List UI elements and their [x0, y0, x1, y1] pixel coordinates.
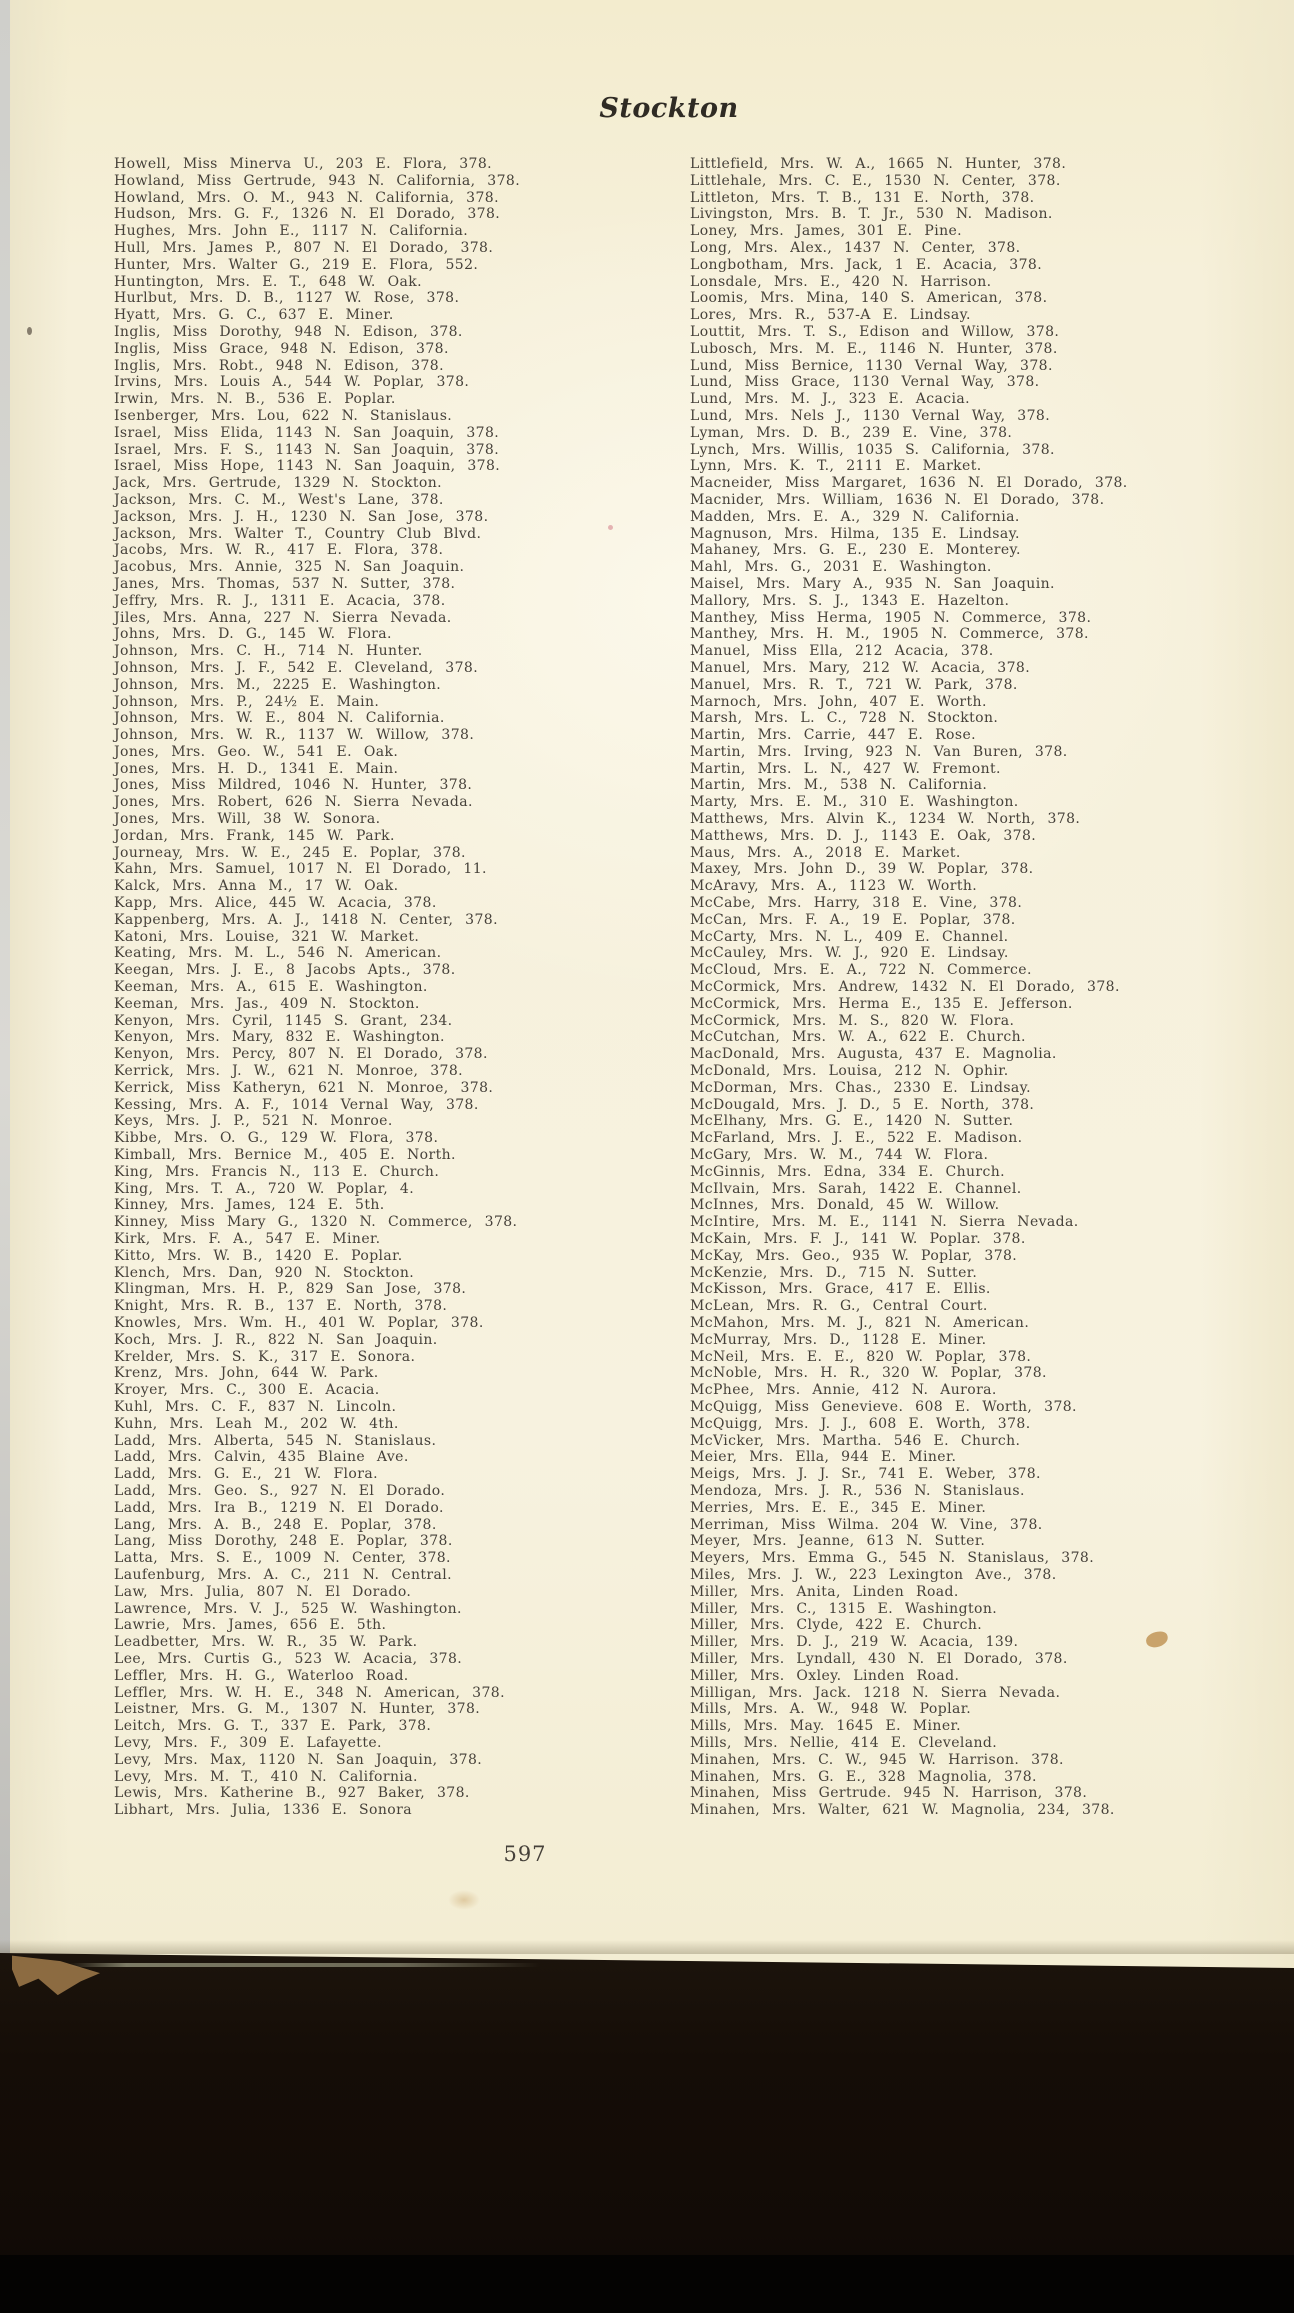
page-edge-fray [12, 1951, 100, 1997]
directory-entry: Manthey, Miss Herma, 1905 N. Commerce, 378. [690, 609, 1092, 626]
directory-entry: Keegan, Mrs. J. E., 8 Jacobs Apts., 378. [114, 962, 456, 979]
directory-entry: Miles, Mrs. J. W., 223 Lexington Ave., 378. [690, 1566, 1057, 1583]
directory-entry: McKay, Mrs. Geo., 935 W. Poplar, 378. [690, 1247, 1018, 1264]
directory-entry: Leffler, Mrs. W. H. E., 348 N. American, 378. [114, 1684, 505, 1701]
directory-entry: McGary, Mrs. W. M., 744 W. Flora. [690, 1147, 989, 1164]
directory-entry: Journeay, Mrs. W. E., 245 E. Poplar, 378. [114, 844, 466, 861]
directory-entry: Lund, Mrs. M. J., 323 E. Acacia. [690, 391, 970, 408]
directory-entry: Israel, Miss Elida, 1143 N. San Joaquin, 378. [114, 424, 500, 441]
directory-entry: McNeil, Mrs. E. E., 820 W. Poplar, 378. [690, 1348, 1032, 1365]
directory-entry: Ladd, Mrs. Geo. S., 927 N. El Dorado. [114, 1482, 446, 1499]
directory-entry: McDorman, Mrs. Chas., 2330 E. Lindsay. [690, 1079, 1031, 1096]
directory-entry: Louttit, Mrs. T. S., Edison and Willow, 378. [690, 323, 1060, 340]
directory-entry: Jones, Mrs. Will, 38 W. Sonora. [114, 811, 381, 828]
ink-speck [608, 525, 613, 530]
directory-entry: Lewis, Mrs. Katherine B., 927 Baker, 378. [114, 1785, 470, 1802]
directory-entry: Mahaney, Mrs. G. E., 230 E. Monterey. [690, 542, 1021, 559]
page-edge-highlight [70, 1963, 540, 1967]
directory-entry: McNoble, Mrs. H. R., 320 W. Poplar, 378. [690, 1365, 1047, 1382]
directory-entry: Kroyer, Mrs. C., 300 E. Acacia. [114, 1382, 380, 1399]
directory-entry: Livingston, Mrs. B. T. Jr., 530 N. Madison. [690, 206, 1053, 223]
scan-black-band [0, 2255, 1294, 2313]
directory-entry: Kessing, Mrs. A. F., 1014 Vernal Way, 378. [114, 1096, 479, 1113]
directory-entry: Johnson, Mrs. J. F., 542 E. Cleveland, 378. [114, 659, 479, 676]
directory-entry: Macneider, Miss Margaret, 1636 N. El Dorado, 378. [690, 475, 1128, 492]
directory-entry: Mills, Mrs. May. 1645 E. Miner. [690, 1718, 961, 1735]
directory-entry: Martin, Mrs. L. N., 427 W. Fremont. [690, 760, 1001, 777]
directory-entry: Kinney, Miss Mary G., 1320 N. Commerce, 378. [114, 1214, 518, 1231]
directory-entry: McKenzie, Mrs. D., 715 N. Sutter. [690, 1264, 978, 1281]
directory-entry: Hyatt, Mrs. G. C., 637 E. Miner. [114, 307, 394, 324]
directory-entry: Martin, Mrs. M., 538 N. California. [690, 777, 988, 794]
directory-entry: Keating, Mrs. M. L., 546 N. American. [114, 945, 442, 962]
directory-entry: Martin, Mrs. Carrie, 447 E. Rose. [690, 727, 976, 744]
directory-entry: McQuigg, Miss Genevieve. 608 E. Worth, 378. [690, 1398, 1077, 1415]
directory-entry: Marty, Mrs. E. M., 310 E. Washington. [690, 794, 1019, 811]
directory-entry: Lores, Mrs. R., 537-A E. Lindsay. [690, 307, 971, 324]
directory-entry: Manuel, Mrs. Mary, 212 W. Acacia, 378. [690, 659, 1031, 676]
paper-smudge [448, 1890, 480, 1910]
directory-entry: Maisel, Mrs. Mary A., 935 N. San Joaquin. [690, 575, 1055, 592]
directory-entry: Lang, Miss Dorothy, 248 E. Poplar, 378. [114, 1533, 453, 1550]
directory-entry: McIlvain, Mrs. Sarah, 1422 E. Channel. [690, 1180, 1022, 1197]
directory-entry: McCormick, Mrs. Herma E., 135 E. Jefferson. [690, 995, 1073, 1012]
directory-entry: Mallory, Mrs. S. J., 1343 E. Hazelton. [690, 592, 1010, 609]
directory-entry: Miller, Mrs. Oxley. Linden Road. [690, 1667, 960, 1684]
directory-entry: Leffler, Mrs. H. G., Waterloo Road. [114, 1667, 409, 1684]
directory-entry: McDonald, Mrs. Louisa, 212 N. Ophir. [690, 1063, 1009, 1080]
directory-entry: Jacobus, Mrs. Annie, 325 N. San Joaquin. [114, 559, 465, 576]
directory-entry: Kenyon, Mrs. Mary, 832 E. Washington. [114, 1029, 445, 1046]
directory-entry: Israel, Mrs. F. S., 1143 N. San Joaquin, 378. [114, 441, 500, 458]
directory-entry: McMurray, Mrs. D., 1128 E. Miner. [690, 1331, 987, 1348]
directory-entry: Miller, Mrs. Clyde, 422 E. Church. [690, 1617, 983, 1634]
directory-entry: Leistner, Mrs. G. M., 1307 N. Hunter, 378. [114, 1701, 481, 1718]
directory-entry: Jacobs, Mrs. W. R., 417 E. Flora, 378. [114, 542, 444, 559]
directory-entry: McMahon, Mrs. M. J., 821 N. American. [690, 1314, 1030, 1331]
directory-entry: Kenyon, Mrs. Percy, 807 N. El Dorado, 378. [114, 1046, 488, 1063]
directory-entry: Koch, Mrs. J. R., 822 N. San Joaquin. [114, 1331, 438, 1348]
directory-entry: McFarland, Mrs. J. E., 522 E. Madison. [690, 1130, 1023, 1147]
directory-entry: Magnuson, Mrs. Hilma, 135 E. Lindsay. [690, 525, 1020, 542]
directory-entry: Johnson, Mrs. C. H., 714 N. Hunter. [114, 643, 423, 660]
directory-entry: Kibbe, Mrs. O. G., 129 W. Flora, 378. [114, 1130, 439, 1147]
directory-entry: Kuhn, Mrs. Leah M., 202 W. 4th. [114, 1415, 399, 1432]
directory-entry: Lund, Miss Grace, 1130 Vernal Way, 378. [690, 374, 1040, 391]
directory-entry: McDougald, Mrs. J. D., 5 E. North, 378. [690, 1096, 1035, 1113]
directory-entry: McCabe, Mrs. Harry, 318 E. Vine, 378. [690, 895, 1023, 912]
directory-entry: King, Mrs. Francis N., 113 E. Church. [114, 1163, 440, 1180]
directory-entry: Jones, Mrs. Robert, 626 N. Sierra Nevada. [114, 794, 473, 811]
directory-entry: Loomis, Mrs. Mina, 140 S. American, 378. [690, 290, 1048, 307]
directory-entry: Manuel, Mrs. R. T., 721 W. Park, 378. [690, 676, 1018, 693]
directory-entry: Minahen, Mrs. Walter, 621 W. Magnolia, 234, 378. [690, 1802, 1115, 1819]
directory-entry: Ladd, Mrs. Calvin, 435 Blaine Ave. [114, 1449, 409, 1466]
directory-entry: McCauley, Mrs. W. J., 920 E. Lindsay. [690, 945, 1009, 962]
directory-entry: Lawrie, Mrs. James, 656 E. 5th. [114, 1617, 387, 1634]
book-cover-area [0, 1950, 1294, 2313]
directory-entry: McIntire, Mrs. M. E., 1141 N. Sierra Nevada. [690, 1214, 1079, 1231]
directory-entry: Kenyon, Mrs. Cyril, 1145 S. Grant, 234. [114, 1012, 453, 1029]
directory-entry: Miller, Mrs. D. J., 219 W. Acacia, 139. [690, 1634, 1019, 1651]
directory-entry: Jones, Mrs. H. D., 1341 E. Main. [114, 760, 399, 777]
directory-entry: Jackson, Mrs. J. H., 1230 N. San Jose, 378. [114, 508, 489, 525]
directory-entry: Macnider, Mrs. William, 1636 N. El Dorado, 378. [690, 491, 1105, 508]
directory-entry: Meyer, Mrs. Jeanne, 613 N. Sutter. [690, 1533, 986, 1550]
directory-entry: Kimball, Mrs. Bernice M., 405 E. North. [114, 1147, 456, 1164]
directory-entry: Israel, Miss Hope, 1143 N. San Joaquin, 378. [114, 458, 501, 475]
directory-column-left [114, 156, 644, 1819]
directory-entry: Keeman, Mrs. A., 615 E. Washington. [114, 979, 428, 996]
directory-entry: Janes, Mrs. Thomas, 537 N. Sutter, 378. [114, 575, 456, 592]
directory-entry: Lynn, Mrs. K. T., 2111 E. Market. [690, 458, 982, 475]
directory-entry: Miller, Mrs. C., 1315 E. Washington. [690, 1600, 998, 1617]
directory-entry: Kapp, Mrs. Alice, 445 W. Acacia, 378. [114, 895, 437, 912]
directory-entry: MacDonald, Mrs. Augusta, 437 E. Magnolia. [690, 1046, 1057, 1063]
directory-entry: Kappenberg, Mrs. A. J., 1418 N. Center, 378. [114, 911, 498, 928]
directory-entry: Matthews, Mrs. Alvin K., 1234 W. North, 378. [690, 811, 1081, 828]
directory-entry: Hughes, Mrs. John E., 1117 N. California. [114, 223, 469, 240]
directory-entry: McCormick, Mrs. M. S., 820 W. Flora. [690, 1012, 1015, 1029]
directory-entry: Inglis, Miss Grace, 948 N. Edison, 378. [114, 340, 449, 357]
directory-entry: Howland, Mrs. O. M., 943 N. California, 378. [114, 189, 499, 206]
directory-entry: Jack, Mrs. Gertrude, 1329 N. Stockton. [114, 475, 442, 492]
directory-entry: McCormick, Mrs. Andrew, 1432 N. El Dorado, 378. [690, 979, 1120, 996]
directory-entry: Huntington, Mrs. E. T., 648 W. Oak. [114, 273, 422, 290]
directory-entry: McPhee, Mrs. Annie, 412 N. Aurora. [690, 1382, 997, 1399]
directory-entry: McVicker, Mrs. Martha. 546 E. Church. [690, 1432, 1021, 1449]
directory-entry: Lee, Mrs. Curtis G., 523 W. Acacia, 378. [114, 1650, 463, 1667]
directory-entry: Klingman, Mrs. H. P., 829 San Jose, 378. [114, 1281, 467, 1298]
directory-entry: Maxey, Mrs. John D., 39 W. Poplar, 378. [690, 861, 1034, 878]
directory-entry: McQuigg, Mrs. J. J., 608 E. Worth, 378. [690, 1415, 1031, 1432]
directory-entry: Jordan, Mrs. Frank, 145 W. Park. [114, 827, 395, 844]
directory-entry: Johnson, Mrs. W. E., 804 N. California. [114, 710, 445, 727]
directory-entry: Jones, Mrs. Geo. W., 541 E. Oak. [114, 743, 399, 760]
directory-entry: Jackson, Mrs. C. M., West's Lane, 378. [114, 491, 444, 508]
directory-entry: Miller, Mrs. Lyndall, 430 N. El Dorado, 378. [690, 1650, 1068, 1667]
directory-entry: Knight, Mrs. R. B., 137 E. North, 378. [114, 1298, 448, 1315]
directory-entry: Lubosch, Mrs. M. E., 1146 N. Hunter, 378. [690, 340, 1058, 357]
directory-entry: Lynch, Mrs. Willis, 1035 S. California, 378. [690, 441, 1055, 458]
directory-entry: Hunter, Mrs. Walter G., 219 E. Flora, 552. [114, 256, 479, 273]
directory-entry: Hurlbut, Mrs. D. B., 1127 W. Rose, 378. [114, 290, 460, 307]
directory-entry: Libhart, Mrs. Julia, 1336 E. Sonora [114, 1802, 412, 1819]
directory-entry: Knowles, Mrs. Wm. H., 401 W. Poplar, 378. [114, 1314, 484, 1331]
directory-entry: Levy, Mrs. M. T., 410 N. California. [114, 1768, 418, 1785]
directory-entry: Longbotham, Mrs. Jack, 1 E. Acacia, 378. [690, 256, 1043, 273]
directory-entry: Manuel, Miss Ella, 212 Acacia, 378. [690, 643, 994, 660]
directory-entry: McKain, Mrs. F. J., 141 W. Poplar. 378. [690, 1231, 1026, 1247]
directory-entry: Jiles, Mrs. Anna, 227 N. Sierra Nevada. [114, 609, 452, 626]
page-number: 597 [503, 1842, 547, 1866]
directory-entry: Lonsdale, Mrs. E., 420 N. Harrison. [690, 273, 992, 290]
directory-column-right [690, 156, 1246, 1819]
directory-entry: Matthews, Mrs. D. J., 1143 E. Oak, 378. [690, 827, 1037, 844]
directory-entry: Hudson, Mrs. G. F., 1326 N. El Dorado, 378. [114, 206, 501, 223]
directory-entry: Leadbetter, Mrs. W. R., 35 W. Park. [114, 1634, 418, 1651]
directory-entry: Inglis, Mrs. Robt., 948 N. Edison, 378. [114, 357, 444, 374]
directory-entry: Littlehale, Mrs. C. E., 1530 N. Center, 378. [690, 172, 1061, 189]
directory-entry: Minahen, Mrs. C. W., 945 W. Harrison. 378. [690, 1751, 1064, 1768]
directory-entry: King, Mrs. T. A., 720 W. Poplar, 4. [114, 1180, 415, 1197]
directory-entry: Keys, Mrs. J. P., 521 N. Monroe. [114, 1113, 393, 1130]
directory-entry: Miller, Mrs. Anita, Linden Road. [690, 1583, 959, 1600]
directory-entry: Mendoza, Mrs. J. R., 536 N. Stanislaus. [690, 1482, 1025, 1499]
directory-entry: Hull, Mrs. James P., 807 N. El Dorado, 378. [114, 239, 494, 256]
directory-entry: Leitch, Mrs. G. T., 337 E. Park, 378. [114, 1718, 432, 1735]
directory-entry: Kalck, Mrs. Anna M., 17 W. Oak. [114, 878, 399, 895]
directory-entry: McAravy, Mrs. A., 1123 W. Worth. [690, 878, 978, 895]
directory-entry: McKisson, Mrs. Grace, 417 E. Ellis. [690, 1281, 991, 1298]
directory-entry: Meier, Mrs. Ella, 944 E. Miner. [690, 1449, 957, 1466]
directory-entry: Kerrick, Mrs. J. W., 621 N. Monroe, 378. [114, 1063, 463, 1080]
directory-entry: Littlefield, Mrs. W. A., 1665 N. Hunter, 378. [690, 156, 1067, 172]
directory-entry: Merriman, Miss Wilma. 204 W. Vine, 378. [690, 1516, 1043, 1533]
directory-entry: Kerrick, Miss Katheryn, 621 N. Monroe, 378. [114, 1079, 494, 1096]
directory-entry: Johnson, Mrs. W. R., 1137 W. Willow, 378. [114, 727, 475, 744]
directory-entry: Merries, Mrs. E. E., 345 E. Miner. [690, 1499, 987, 1516]
directory-entry: McCutchan, Mrs. W. A., 622 E. Church. [690, 1029, 1026, 1046]
directory-entry: Laufenburg, Mrs. A. C., 211 N. Central. [114, 1566, 452, 1583]
directory-entry: Krelder, Mrs. S. K., 317 E. Sonora. [114, 1348, 416, 1365]
directory-entry: McCloud, Mrs. E. A., 722 N. Commerce. [690, 962, 1032, 979]
directory-entry: Lund, Miss Bernice, 1130 Vernal Way, 378. [690, 357, 1053, 374]
directory-entry: Marsh, Mrs. L. C., 728 N. Stockton. [690, 710, 999, 727]
page-bottom-shadow [0, 1940, 1294, 1954]
directory-entry: Isenberger, Mrs. Lou, 622 N. Stanislaus. [114, 407, 453, 424]
directory-entry: Law, Mrs. Julia, 807 N. El Dorado. [114, 1583, 412, 1600]
directory-entry: Latta, Mrs. S. E., 1009 N. Center, 378. [114, 1550, 451, 1567]
directory-entry: Levy, Mrs. F., 309 E. Lafayette. [114, 1734, 382, 1751]
directory-entry: Meigs, Mrs. J. J. Sr., 741 E. Weber, 378. [690, 1466, 1041, 1483]
scanner-edge-strip [0, 0, 10, 1958]
directory-entry: McCarty, Mrs. N. L., 409 E. Channel. [690, 928, 1009, 945]
directory-entry: McElhany, Mrs. G. E., 1420 N. Sutter. [690, 1113, 1014, 1130]
directory-entry: Mills, Mrs. A. W., 948 W. Poplar. [690, 1701, 972, 1718]
directory-entry: McCan, Mrs. F. A., 19 E. Poplar, 378. [690, 911, 1016, 928]
directory-entry: Johnson, Mrs. M., 2225 E. Washington. [114, 676, 442, 693]
directory-entry: Long, Mrs. Alex., 1437 N. Center, 378. [690, 239, 1021, 256]
directory-entry: Ladd, Mrs. G. E., 21 W. Flora. [114, 1466, 378, 1483]
directory-entry: Madden, Mrs. E. A., 329 N. California. [690, 508, 1020, 525]
directory-entry: Levy, Mrs. Max, 1120 N. San Joaquin, 378. [114, 1751, 483, 1768]
directory-entry: Lang, Mrs. A. B., 248 E. Poplar, 378. [114, 1516, 437, 1533]
directory-entry: Manthey, Mrs. H. M., 1905 N. Commerce, 378. [690, 626, 1089, 643]
directory-entry: Johnson, Mrs. P., 24½ E. Main. [114, 693, 380, 710]
ink-speck [27, 327, 32, 335]
directory-entry: Milligan, Mrs. Jack. 1218 N. Sierra Nevada. [690, 1684, 1061, 1701]
directory-entry: Minahen, Miss Gertrude. 945 N. Harrison, 378. [690, 1785, 1088, 1802]
directory-entry: Irvins, Mrs. Louis A., 544 W. Poplar, 378. [114, 374, 470, 391]
directory-entry: Littleton, Mrs. T. B., 131 E. North, 378. [690, 189, 1035, 206]
directory-entry: Lund, Mrs. Nels J., 1130 Vernal Way, 378. [690, 407, 1051, 424]
directory-entry: Howell, Miss Minerva U., 203 E. Flora, 378. [114, 156, 492, 172]
directory-entry: Ladd, Mrs. Ira B., 1219 N. El Dorado. [114, 1499, 444, 1516]
directory-entry: Ladd, Mrs. Alberta, 545 N. Stanislaus. [114, 1432, 437, 1449]
directory-entry: McLean, Mrs. R. G., Central Court. [690, 1298, 988, 1315]
directory-entry: Kitto, Mrs. W. B., 1420 E. Poplar. [114, 1247, 403, 1264]
directory-entry: McInnes, Mrs. Donald, 45 W. Willow. [690, 1197, 1000, 1214]
directory-entry: Howland, Miss Gertrude, 943 N. California, 378. [114, 172, 521, 189]
directory-entry: Kinney, Mrs. James, 124 E. 5th. [114, 1197, 385, 1214]
directory-entry: Jones, Miss Mildred, 1046 N. Hunter, 378. [114, 777, 473, 794]
directory-entry: Jackson, Mrs. Walter T., Country Club Blvd. [114, 525, 482, 542]
directory-entry: Marnoch, Mrs. John, 407 E. Worth. [690, 693, 987, 710]
directory-entry: Kuhl, Mrs. C. F., 837 N. Lincoln. [114, 1398, 397, 1415]
directory-entry: McGinnis, Mrs. Edna, 334 E. Church. [690, 1163, 1006, 1180]
directory-entry: Keeman, Mrs. Jas., 409 N. Stockton. [114, 995, 420, 1012]
directory-entry: Krenz, Mrs. John, 644 W. Park. [114, 1365, 379, 1382]
directory-entry: Katoni, Mrs. Louise, 321 W. Market. [114, 928, 420, 945]
directory-entry: Irwin, Mrs. N. B., 536 E. Poplar. [114, 391, 396, 408]
directory-entry: Mahl, Mrs. G., 2031 E. Washington. [690, 559, 992, 576]
directory-entry: Lyman, Mrs. D. B., 239 E. Vine, 378. [690, 424, 1013, 441]
directory-entry: Jeffry, Mrs. R. J., 1311 E. Acacia, 378. [114, 592, 446, 609]
directory-entry: Loney, Mrs. James, 301 E. Pine. [690, 223, 963, 240]
directory-entry: Minahen, Mrs. G. E., 328 Magnolia, 378. [690, 1768, 1037, 1785]
directory-entry: Inglis, Miss Dorothy, 948 N. Edison, 378. [114, 323, 463, 340]
directory-entry: Meyers, Mrs. Emma G., 545 N. Stanislaus, 378. [690, 1550, 1095, 1567]
page-title: Stockton [599, 93, 739, 124]
directory-entry: Martin, Mrs. Irving, 923 N. Van Buren, 378. [690, 743, 1068, 760]
directory-entry: Kahn, Mrs. Samuel, 1017 N. El Dorado, 11. [114, 861, 487, 878]
directory-entry: Kirk, Mrs. F. A., 547 E. Miner. [114, 1231, 381, 1247]
directory-entry: Maus, Mrs. A., 2018 E. Market. [690, 844, 961, 861]
directory-entry: Mills, Mrs. Nellie, 414 E. Cleveland. [690, 1734, 998, 1751]
directory-entry: Klench, Mrs. Dan, 920 N. Stockton. [114, 1264, 415, 1281]
directory-entry: Johns, Mrs. D. G., 145 W. Flora. [114, 626, 392, 643]
directory-entry: Lawrence, Mrs. V. J., 525 W. Washington. [114, 1600, 462, 1617]
